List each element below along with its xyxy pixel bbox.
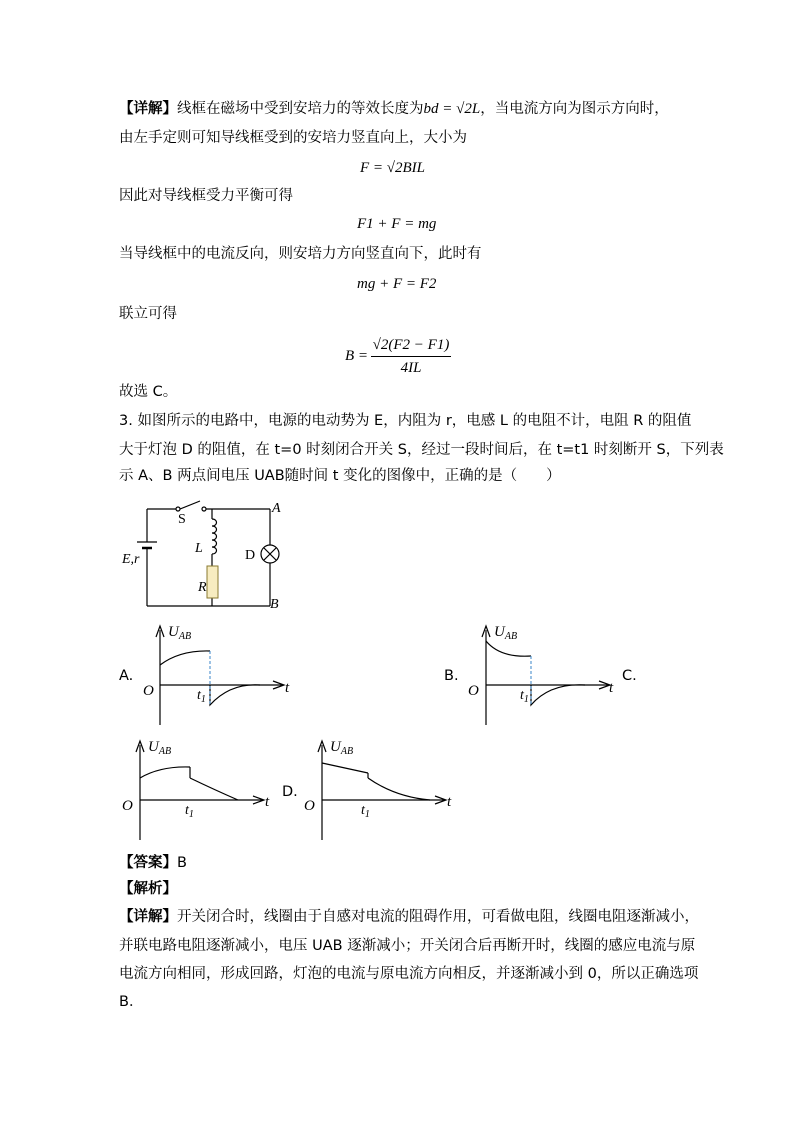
graph-d-t1-label: $t_1$: [361, 803, 370, 820]
analysis-line-3: 电流方向相同，形成回路，灯泡的电流与原电流方向相反，并逐渐减小到 0，所以正确选项: [119, 966, 699, 982]
question-line-2: 大于灯泡 D 的阻值，在 t=0 时刻闭合开关 S，经过一段时间后，在 t=t1 时刻断开 S，下列表: [119, 442, 724, 458]
option-a-label: A.: [119, 668, 134, 684]
detail-line-4: 当导线框中的电流反向，则安培力方向竖直向下，此时有: [119, 246, 482, 262]
question-line-3: 示 A、B 两点间电压 UAB随时间 t 变化的图像中，正确的是（ ）: [119, 468, 561, 484]
analysis-line-4: B．: [119, 994, 144, 1010]
detail-tag: 【详解】: [119, 101, 177, 117]
equivalent-length-eq: bd = √2L: [423, 101, 481, 117]
graph-d-origin: O: [304, 798, 315, 814]
equation-1: F = √2BIL: [360, 160, 426, 176]
resistor-label: R: [198, 580, 207, 595]
equation-4-numerator: √2(F2 − F1): [372, 337, 450, 353]
graph-b-t-label: t: [609, 680, 614, 696]
option-c-label: C.: [622, 668, 637, 684]
option-b-label: B.: [444, 668, 459, 684]
analysis-detail-tag: 【详解】: [119, 909, 177, 925]
graph-d-y-label: $U_{AB}$: [330, 739, 354, 757]
graph-b-y-label: $U_{AB}$: [494, 624, 518, 642]
analysis-line-1: 【详解】开关闭合时，线圈由于自感对电流的阻碍作用，可看做电阻，线圈电阻逐渐减小，: [119, 909, 699, 925]
graph-a-t1-label: $t_1$: [197, 688, 206, 705]
detail-line-1: 【详解】线框在磁场中受到安培力的等效长度为bd = √2L，当电流方向为图示方向时，: [119, 101, 669, 117]
source-label: E,r: [122, 552, 140, 567]
option-d-label: D.: [282, 784, 298, 800]
graph-c-origin: O: [122, 798, 133, 814]
detail-line-2: 由左手定则可知导线框受到的安培力竖直向上，大小为: [119, 130, 467, 146]
graph-a-t-label: t: [285, 680, 290, 696]
answer-line: [119, 853, 187, 873]
analysis-tag: 【解析】: [119, 881, 177, 897]
graph-c-y-label: $U_{AB}$: [148, 739, 172, 757]
graph-b-t1-label: $t_1$: [520, 688, 529, 705]
detail-line-5: 联立可得: [119, 306, 177, 322]
graph-d-t-label: t: [447, 794, 452, 810]
detail-line-3: 因此对导线框受力平衡可得: [119, 188, 293, 204]
graph-a-origin: O: [143, 683, 154, 699]
inductor-label: L: [195, 541, 203, 556]
equation-3: mg + F = F2: [357, 276, 437, 292]
graph-c-t1-label: $t_1$: [185, 803, 194, 820]
analysis-line-2: 并联电路电阻逐渐减小，电压 UAB 逐渐减小；开关闭合后再断开时，线圈的感应电流与原: [119, 938, 696, 954]
graph-b-origin: O: [468, 683, 479, 699]
equation-4-denominator: 4IL: [400, 360, 422, 376]
switch-label: S: [178, 512, 186, 527]
equation-4-lhs: B =: [345, 348, 369, 364]
graph-c-t-label: t: [265, 794, 270, 810]
graph-a-y-label: $U_{AB}$: [168, 624, 192, 642]
node-b-label: B: [270, 597, 279, 612]
answer-value: B: [177, 855, 187, 871]
answer-tag: 【答案】: [119, 855, 177, 871]
question-line-1: 3. 如图所示的电路中，电源的电动势为 E，内阻为 r，电感 L 的电阻不计，电阻 R 的阻值: [119, 413, 692, 429]
detail-conclusion: 故选 C。: [119, 384, 178, 400]
equation-2: F1 + F = mg: [357, 216, 437, 232]
node-a-label: A: [272, 501, 281, 516]
lamp-label: D: [245, 548, 256, 563]
